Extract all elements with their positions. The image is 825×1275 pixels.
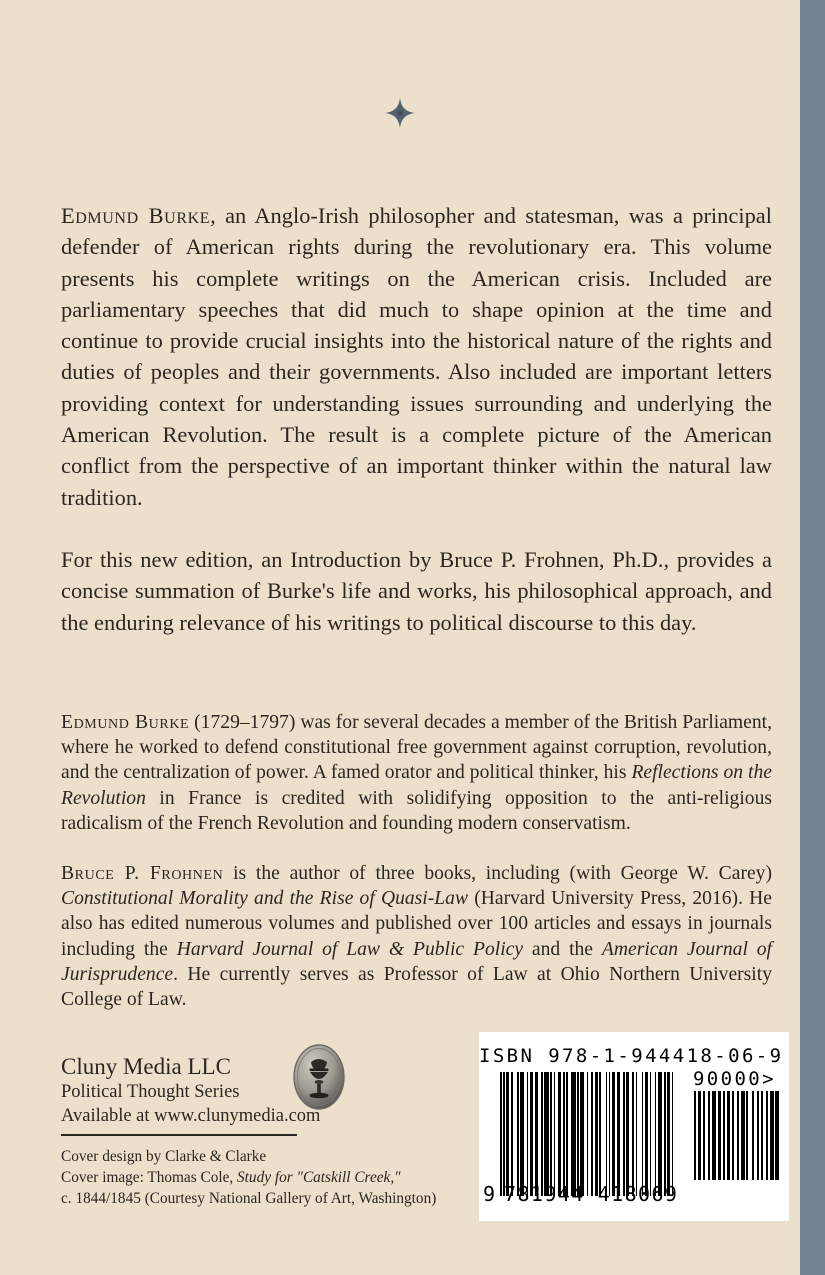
barcode-bar bbox=[599, 1072, 601, 1196]
bio-frohnen-part-4: . He currently serves as Professor of Law at Ohio Northern University College of Law. bbox=[61, 963, 772, 1011]
barcode-bar bbox=[636, 1072, 638, 1196]
barcode-bar bbox=[766, 1091, 768, 1180]
publisher-website[interactable]: Available at www.clunymedia.com bbox=[61, 1106, 321, 1126]
barcode-bar bbox=[664, 1072, 666, 1196]
barcode-bar bbox=[571, 1072, 576, 1196]
isbn-label: ISBN 978-1-944418-06-9 bbox=[479, 1045, 784, 1067]
credit-image-title: Study for "Catskill Creek," bbox=[237, 1169, 401, 1186]
barcode-panel bbox=[479, 1032, 789, 1221]
ean-left-group: 781944 bbox=[504, 1182, 585, 1206]
barcode-bar bbox=[550, 1072, 552, 1196]
barcode-bar bbox=[617, 1072, 620, 1196]
four-pointed-star-icon bbox=[383, 96, 417, 130]
barcode-bar bbox=[732, 1091, 734, 1180]
bio-burke-part-2: in France is credited with solidifying opposition to the anti-religious radicalism of the French Revolution and founding modern conservatism. bbox=[61, 787, 772, 834]
description-paragraph-1-text: , an Anglo-Irish philosopher and statesman, was a principal defender of American rights during the revolutionary era. This volume presents his complete writings on the American crisis. Included are parliamentary speeches that did much to shape opinion at the time and continue to provide crucial insights into the historical nature of the rights and duties of peoples and their governments. Also included are important letters providing context for understanding issues surrounding and underlying the American Revolution. The result is a complete picture of the American conflict from the perspective of an important thinker within the natural law tradition. bbox=[61, 203, 772, 510]
book-spine-strip bbox=[800, 0, 825, 1275]
barcode-bar bbox=[623, 1072, 625, 1196]
bio-frohnen-italic-title-3: American Journal of Jurisprudence bbox=[61, 938, 772, 985]
ean5-addon-barcode bbox=[694, 1091, 779, 1180]
barcode-bar bbox=[645, 1072, 648, 1196]
barcode-bar bbox=[667, 1072, 670, 1196]
publisher-block bbox=[61, 1053, 481, 1128]
barcode-bar bbox=[520, 1072, 523, 1196]
credit-line-design: Cover design by Clarke & Clarke bbox=[61, 1148, 267, 1165]
barcode-bar bbox=[626, 1072, 629, 1196]
barcode-bar bbox=[591, 1072, 593, 1196]
bio-frohnen-part-1: is the author of three books, including (with George W. Carey) bbox=[223, 863, 772, 885]
barcode-bar bbox=[708, 1091, 710, 1180]
barcode-bar bbox=[566, 1072, 568, 1196]
barcode-bar bbox=[517, 1072, 519, 1196]
barcode-bar bbox=[580, 1072, 583, 1196]
description-paragraph-1 bbox=[61, 200, 772, 513]
price-addon-label: 90000> bbox=[692, 1068, 776, 1090]
bio-frohnen-part-3: and the bbox=[523, 938, 602, 960]
barcode-bar bbox=[500, 1072, 502, 1196]
barcode-bar bbox=[595, 1072, 598, 1196]
bio-edmund-burke bbox=[61, 710, 772, 836]
ean-digits bbox=[483, 1182, 679, 1206]
barcode-bar bbox=[563, 1072, 565, 1196]
bio-bruce-frohnen bbox=[61, 861, 772, 1012]
barcode-bar bbox=[761, 1091, 763, 1180]
barcode-bar bbox=[746, 1091, 748, 1180]
barcode-bar bbox=[650, 1072, 652, 1196]
publisher-divider bbox=[61, 1134, 297, 1136]
chalice-seal-icon bbox=[293, 1044, 345, 1110]
barcode-bar bbox=[535, 1072, 538, 1196]
barcode-bar bbox=[541, 1072, 543, 1196]
ean-right-group: 418069 bbox=[597, 1182, 679, 1206]
ean13-barcode bbox=[500, 1072, 675, 1196]
barcode-bar bbox=[727, 1091, 731, 1180]
barcode-bar bbox=[642, 1072, 644, 1196]
description-lead-name: Edmund Burke bbox=[61, 203, 211, 228]
cover-credits-block bbox=[61, 1146, 491, 1209]
credit-line-image bbox=[61, 1167, 491, 1188]
barcode-bar bbox=[718, 1091, 722, 1180]
barcode-bar bbox=[775, 1091, 779, 1180]
barcode-bar bbox=[658, 1072, 663, 1196]
barcode-bar bbox=[698, 1091, 702, 1180]
bio-name-bruce-frohnen: Bruce P. Frohnen bbox=[61, 863, 224, 885]
publisher-name: Cluny Media LLC bbox=[61, 1054, 231, 1079]
description-block bbox=[61, 200, 772, 638]
bio-burke-part-1: (1729–1797) was for several decades a member of the British Parliament, where he worked to defend constitutional free government against corruption, revolution, and the centralization of power. A famed orator and political thinker, his bbox=[61, 712, 773, 784]
barcode-bar bbox=[770, 1091, 774, 1180]
barcode-bar bbox=[577, 1072, 579, 1196]
author-bios-block bbox=[61, 710, 772, 1012]
barcode-bar bbox=[632, 1072, 634, 1196]
barcode-bar bbox=[741, 1091, 745, 1180]
barcode-bar bbox=[506, 1072, 509, 1196]
barcode-bar bbox=[554, 1072, 556, 1196]
barcode-bar bbox=[530, 1072, 533, 1196]
barcode-bar bbox=[503, 1072, 505, 1196]
barcode-bar bbox=[587, 1072, 589, 1196]
description-paragraph-2: For this new edition, an Introduction by Bruce P. Frohnen, Ph.D., provides a concise summation of Burke's life and works, his philosophical approach, and the enduring relevance of his writings to political discourse to this day. bbox=[61, 546, 772, 635]
barcode-bar bbox=[737, 1091, 739, 1180]
barcode-bar bbox=[757, 1091, 759, 1180]
bio-name-edmund-burke: Edmund Burke bbox=[61, 712, 190, 733]
publisher-lines bbox=[61, 1053, 481, 1128]
cluny-chalice-seal bbox=[293, 1044, 345, 1115]
barcode-bar bbox=[672, 1072, 674, 1196]
credit-image-prefix: Cover image: Thomas Cole, bbox=[61, 1169, 238, 1186]
bio-frohnen-italic-title-2: Harvard Journal of Law & Public Policy bbox=[176, 938, 524, 960]
barcode-bar bbox=[511, 1072, 513, 1196]
barcode-bar bbox=[606, 1072, 608, 1196]
ean-lead-digit: 9 bbox=[483, 1182, 496, 1206]
barcode-bar bbox=[694, 1091, 696, 1180]
barcode-bar bbox=[609, 1072, 611, 1196]
barcode-bar bbox=[752, 1091, 754, 1180]
barcode-bar bbox=[655, 1072, 657, 1196]
ornament-container bbox=[0, 96, 800, 130]
publisher-series: Political Thought Series bbox=[61, 1082, 240, 1102]
bio-burke-italic-title: Reflections on the Revolution bbox=[61, 762, 772, 809]
barcode-bar bbox=[703, 1091, 705, 1180]
bio-frohnen-italic-title-1: Constitutional Morality and the Rise of Quasi-Law bbox=[61, 888, 469, 910]
barcode-bar bbox=[723, 1091, 725, 1180]
credit-line-source: c. 1844/1845 (Courtesy National Gallery of Art, Washington) bbox=[61, 1190, 437, 1207]
barcode-bar bbox=[527, 1072, 529, 1196]
barcode-bar bbox=[544, 1072, 549, 1196]
bio-frohnen-part-2: (Harvard University Press, 2016). He also has edited numerous volumes and published over 100 articles and essays in journals including the bbox=[61, 888, 772, 960]
barcode-bar bbox=[712, 1091, 716, 1180]
barcode-bar bbox=[612, 1072, 615, 1196]
barcode-bar bbox=[558, 1072, 561, 1196]
